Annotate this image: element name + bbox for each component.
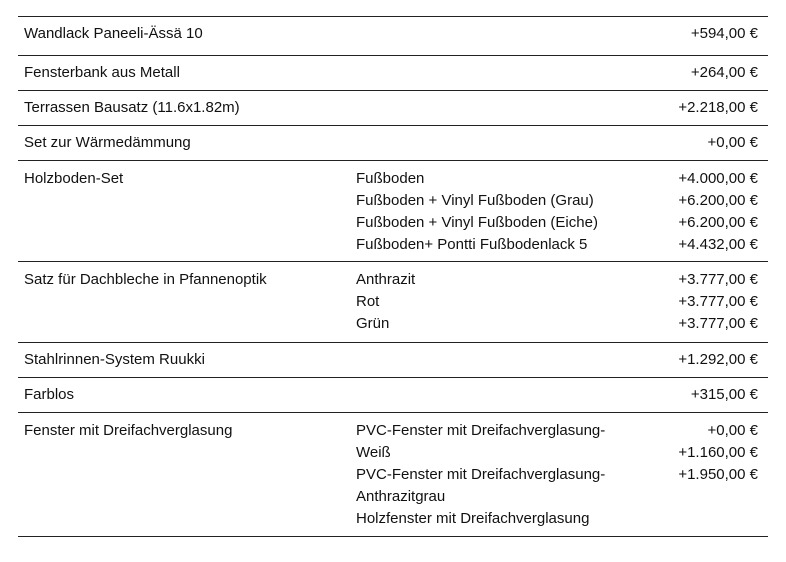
price-table	[18, 16, 768, 537]
option-price: +4.432,00 €	[678, 236, 758, 253]
option-label: Anthrazitgrau	[356, 488, 446, 505]
option-label: Fußboden + Vinyl Fußboden (Eiche)	[356, 214, 598, 231]
item-options	[356, 161, 608, 261]
item-options	[356, 17, 608, 55]
item-name: Satz für Dachbleche in Pfannenoptik	[24, 271, 267, 288]
table-row	[18, 343, 768, 378]
item-price: +1.292,00 €	[678, 351, 758, 368]
table-row	[18, 262, 768, 343]
option-price: +3.777,00 €	[678, 293, 758, 310]
option-price: +1.160,00 €	[678, 444, 758, 461]
option-label: Fußboden + Vinyl Fußboden (Grau)	[356, 192, 594, 209]
option-label: Anthrazit	[356, 271, 416, 288]
table-row	[18, 378, 768, 413]
item-options	[356, 126, 608, 160]
item-options	[356, 262, 608, 342]
table-row	[18, 56, 768, 91]
item-options	[356, 56, 608, 90]
item-price: +315,00 €	[690, 386, 758, 403]
item-name: Stahlrinnen-System Ruukki	[24, 351, 205, 368]
item-price: +594,00 €	[690, 25, 758, 42]
item-name: Fenster mit Dreifachverglasung	[24, 422, 233, 439]
item-name: Set zur Wärmedämmung	[24, 134, 191, 151]
item-options	[356, 91, 608, 125]
item-name: Fensterbank aus Metall	[24, 64, 180, 81]
option-price: +1.950,00 €	[678, 466, 758, 483]
item-name: Terrassen Bausatz (11.6x1.82m)	[24, 99, 240, 116]
option-label: PVC-Fenster mit Dreifachverglasung-	[356, 422, 606, 439]
table-row	[18, 17, 768, 56]
item-prices	[608, 161, 768, 261]
option-price: +3.777,00 €	[678, 271, 758, 288]
option-price: +6.200,00 €	[678, 192, 758, 209]
item-options	[356, 343, 608, 377]
option-price: +0,00 €	[707, 422, 758, 439]
table-row	[18, 413, 768, 537]
item-price: +0,00 €	[707, 134, 758, 151]
item-name: Holzboden-Set	[24, 170, 124, 187]
item-options	[356, 378, 608, 412]
item-name: Farblos	[24, 386, 75, 403]
option-label: Fußboden+ Pontti Fußbodenlack 5	[356, 236, 588, 253]
option-price: +3.777,00 €	[678, 315, 758, 332]
table-row	[18, 161, 768, 262]
item-price: +264,00 €	[690, 64, 758, 81]
option-label: Rot	[356, 293, 380, 310]
option-label: Weiß	[356, 444, 391, 461]
item-options	[356, 413, 608, 536]
table-row	[18, 91, 768, 126]
option-label: PVC-Fenster mit Dreifachverglasung-	[356, 466, 606, 483]
item-name: Wandlack Paneeli-Ässä 10	[24, 25, 203, 42]
item-prices	[608, 262, 768, 342]
option-label: Fußboden	[356, 170, 425, 187]
item-prices	[608, 413, 768, 536]
option-label: Grün	[356, 315, 390, 332]
item-price: +2.218,00 €	[678, 99, 758, 116]
option-price: +6.200,00 €	[678, 214, 758, 231]
table-row	[18, 126, 768, 161]
option-price: +4.000,00 €	[678, 170, 758, 187]
option-label: Holzfenster mit Dreifachverglasung	[356, 510, 590, 527]
